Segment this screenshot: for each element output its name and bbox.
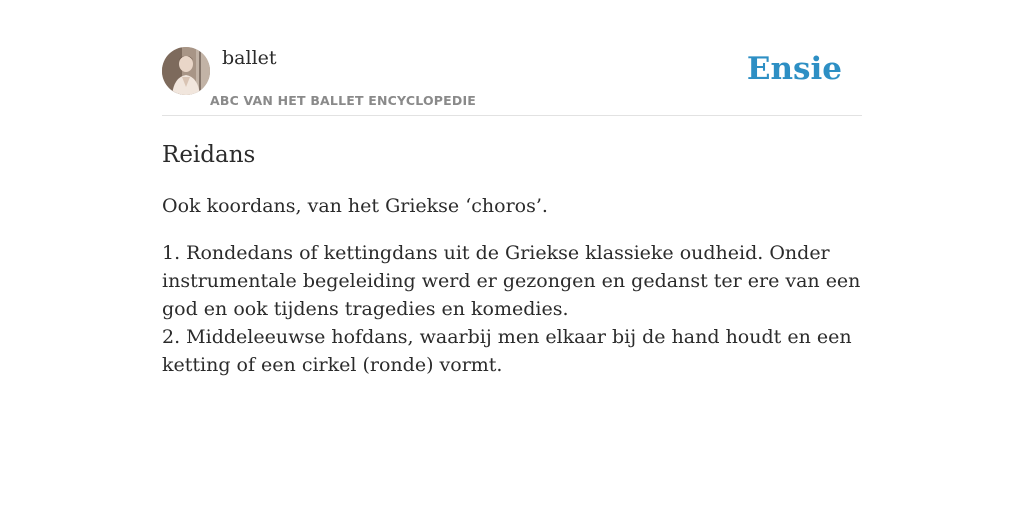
entry-definitions bbox=[162, 239, 862, 379]
definition-item: 2. Middeleeuwse hofdans, waarbij men elkaar bij de hand houdt en een ketting of een cirkel (ronde) vormt. bbox=[162, 326, 852, 376]
author-avatar[interactable] bbox=[162, 47, 210, 95]
ensie-logo[interactable]: Ensie bbox=[746, 51, 842, 87]
author-name[interactable]: ballet bbox=[222, 47, 277, 69]
entry-title: Reidans bbox=[162, 142, 256, 168]
definition-item: 1. Rondedans of kettingdans uit de Griekse klassieke oudheid. Onder instrumentale begeleiding werd er gezongen en gedanst ter ere van een god en ook tijdens tragedies en komedies. bbox=[162, 242, 861, 320]
entry-content bbox=[162, 140, 862, 379]
source-title[interactable]: ABC VAN HET BALLET ENCYCLOPEDIE bbox=[210, 93, 477, 108]
entry-header bbox=[162, 40, 862, 116]
entry-intro: Ook koordans, van het Griekse ‘choros’. bbox=[162, 195, 548, 217]
person-photo-icon bbox=[162, 47, 210, 95]
